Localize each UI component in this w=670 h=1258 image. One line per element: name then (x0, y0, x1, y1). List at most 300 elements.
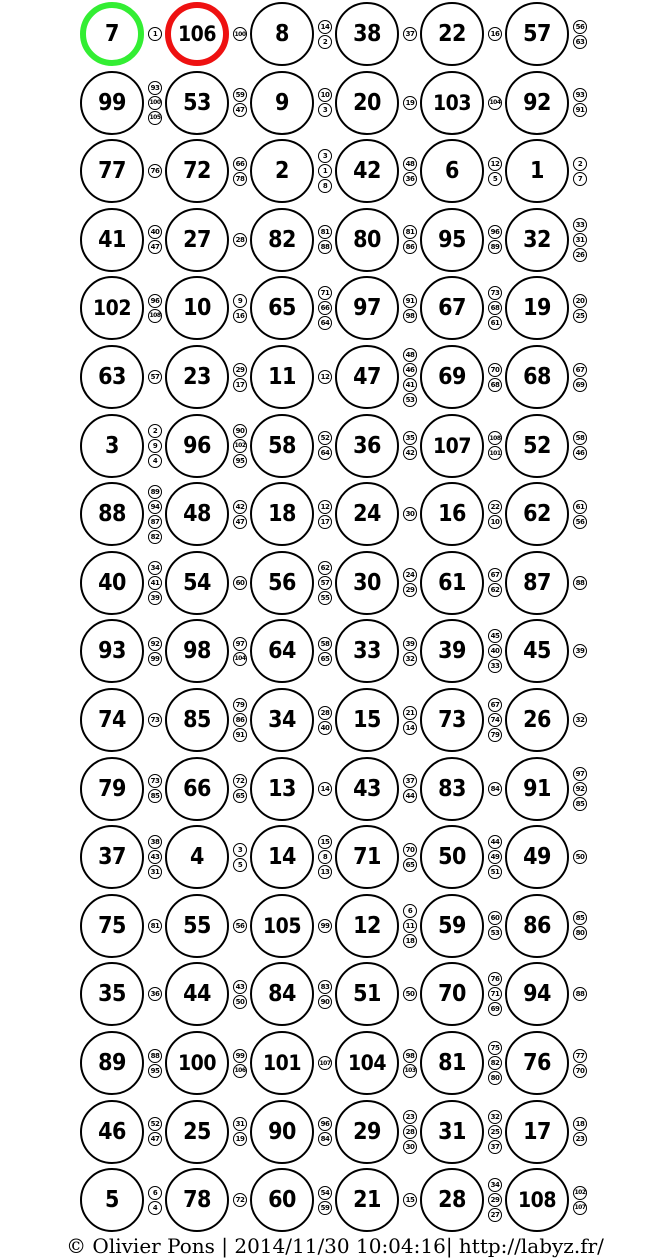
maze-cell[interactable]: 93 (80, 619, 144, 683)
jump-hint-badge: 89 (488, 240, 502, 254)
jump-hint-badge: 46 (403, 363, 417, 377)
jump-hint-badge: 29 (233, 363, 247, 377)
maze-cell[interactable]: 1 (505, 139, 569, 203)
maze-cell[interactable]: 83 (420, 757, 484, 821)
jump-hints (148, 0, 162, 68)
jump-hint-badge: 40 (148, 225, 162, 239)
maze-cell[interactable]: 86 (505, 894, 569, 958)
jump-hints (233, 412, 247, 480)
jump-hint-badge: 44 (488, 835, 502, 849)
jump-hints (318, 0, 332, 68)
maze-cell[interactable]: 18 (250, 482, 314, 546)
jump-hint-badge: 107 (573, 1201, 587, 1215)
jump-hint-badge: 26 (573, 248, 587, 262)
jump-hints (488, 0, 502, 68)
jump-hint-badge: 83 (318, 980, 332, 994)
jump-hint-badge: 93 (148, 81, 162, 95)
jump-hint-badge: 17 (233, 378, 247, 392)
jump-hint-badge: 68 (488, 378, 502, 392)
jump-hints (488, 480, 502, 548)
jump-hint-badge: 18 (573, 1117, 587, 1131)
jump-hints (233, 274, 247, 342)
maze-cell[interactable]: 79 (80, 757, 144, 821)
maze-cell[interactable]: 8 (250, 2, 314, 66)
jump-hints (403, 960, 417, 1028)
jump-hint-badge: 47 (233, 515, 247, 529)
maze-cell[interactable]: 37 (80, 825, 144, 889)
jump-hint-badge: 50 (233, 995, 247, 1009)
maze-cell[interactable]: 53 (165, 71, 229, 135)
jump-hint-badge: 21 (403, 706, 417, 720)
jump-hints (573, 480, 587, 548)
jump-hint-badge: 42 (233, 500, 247, 514)
jump-hint-badge: 2 (318, 35, 332, 49)
jump-hints (403, 412, 417, 480)
jump-hint-badge: 60 (233, 576, 247, 590)
jump-hint-badge: 25 (573, 309, 587, 323)
jump-hint-badge: 87 (148, 515, 162, 529)
jump-hint-badge: 25 (488, 1125, 502, 1139)
jump-hints (233, 1166, 247, 1234)
maze-cell[interactable]: 63 (80, 345, 144, 409)
jump-hints (403, 206, 417, 274)
jump-hint-badge: 62 (318, 561, 332, 575)
maze-cell[interactable]: 99 (80, 71, 144, 135)
jump-hint-badge: 72 (233, 774, 247, 788)
jump-hint-badge: 101 (488, 446, 502, 460)
maze-cell[interactable]: 81 (420, 1031, 484, 1095)
jump-hints (573, 1029, 587, 1097)
maze-cell[interactable]: 76 (505, 1031, 569, 1095)
maze-cell[interactable]: 24 (335, 482, 399, 546)
jump-hint-badge: 90 (318, 995, 332, 1009)
jump-hint-badge: 96 (148, 294, 162, 308)
maze-cell[interactable]: 59 (420, 894, 484, 958)
maze-cell[interactable]: 26 (505, 688, 569, 752)
maze-cell[interactable]: 61 (420, 551, 484, 615)
jump-hint-badge: 15 (403, 1193, 417, 1207)
maze-cell[interactable]: 16 (420, 482, 484, 546)
maze-cell[interactable]: 67 (420, 276, 484, 340)
jump-hints (148, 686, 162, 754)
jump-hint-badge: 41 (148, 576, 162, 590)
jump-hints (318, 69, 332, 137)
jump-hint-badge: 50 (403, 987, 417, 1001)
jump-hints (318, 960, 332, 1028)
maze-cell[interactable]: 56 (250, 551, 314, 615)
jump-hint-badge: 9 (148, 439, 162, 453)
jump-hint-badge: 35 (403, 431, 417, 445)
jump-hints (318, 206, 332, 274)
maze-cell[interactable]: 75 (80, 894, 144, 958)
maze-cell[interactable]: 48 (165, 482, 229, 546)
maze-cell[interactable]: 69 (420, 345, 484, 409)
jump-hint-badge: 91 (403, 294, 417, 308)
jump-hint-badge: 88 (573, 576, 587, 590)
maze-cell[interactable]: 96 (165, 414, 229, 478)
maze-cell[interactable]: 52 (505, 414, 569, 478)
jump-hints (318, 892, 332, 960)
jump-hint-badge: 28 (318, 706, 332, 720)
jump-hint-badge: 61 (573, 500, 587, 514)
jump-hints (573, 755, 587, 823)
maze-cell[interactable]: 3 (80, 414, 144, 478)
jump-hints (233, 617, 247, 685)
jump-hint-badge: 73 (488, 286, 502, 300)
jump-hint-badge: 84 (488, 782, 502, 796)
maze-cell[interactable]: 97 (335, 276, 399, 340)
jump-hint-badge: 98 (403, 1049, 417, 1063)
maze-cell[interactable]: 107 (420, 414, 484, 478)
maze-cell[interactable]: 108 (505, 1168, 569, 1232)
jump-hint-badge: 73 (148, 713, 162, 727)
maze-cell[interactable]: 11 (250, 345, 314, 409)
jump-hint-badge: 19 (403, 96, 417, 110)
start-cell[interactable]: 7 (80, 2, 144, 66)
maze-cell[interactable]: 13 (250, 757, 314, 821)
jump-hint-badge: 90 (233, 424, 247, 438)
jump-hint-badge: 79 (233, 698, 247, 712)
jump-hints (318, 480, 332, 548)
jump-hints (403, 549, 417, 617)
maze-cell[interactable]: 42 (335, 139, 399, 203)
jump-hints (148, 206, 162, 274)
maze-cell[interactable]: 84 (250, 962, 314, 1026)
jump-hint-badge: 41 (403, 378, 417, 392)
maze-cell[interactable]: 25 (165, 1100, 229, 1164)
jump-hint-badge: 2 (148, 424, 162, 438)
maze-cell[interactable]: 22 (420, 2, 484, 66)
maze-cell[interactable]: 100 (165, 1031, 229, 1095)
jump-hint-badge: 19 (233, 1132, 247, 1146)
jump-hint-badge: 88 (148, 1049, 162, 1063)
jump-hint-badge: 66 (318, 301, 332, 315)
maze-cell[interactable]: 44 (165, 962, 229, 1026)
jump-hint-badge: 57 (318, 576, 332, 590)
jump-hint-badge: 67 (488, 568, 502, 582)
jump-hints (318, 617, 332, 685)
jump-hints (488, 206, 502, 274)
jump-hint-badge: 16 (233, 309, 247, 323)
maze-cell[interactable]: 31 (420, 1100, 484, 1164)
jump-hint-badge: 74 (488, 713, 502, 727)
maze-cell[interactable]: 30 (335, 551, 399, 615)
maze-cell[interactable]: 64 (250, 619, 314, 683)
jump-hint-badge: 108 (148, 309, 162, 323)
jump-hint-badge: 14 (318, 782, 332, 796)
jump-hints (573, 892, 587, 960)
maze-cell[interactable]: 41 (80, 208, 144, 272)
jump-hint-badge: 104 (488, 96, 502, 110)
maze-cell[interactable]: 51 (335, 962, 399, 1026)
jump-hints (318, 274, 332, 342)
jump-hints (488, 1098, 502, 1166)
jump-hint-badge: 104 (233, 652, 247, 666)
jump-hint-badge: 75 (488, 1041, 502, 1055)
jump-hint-badge: 57 (148, 370, 162, 384)
jump-hints (318, 343, 332, 411)
jump-hint-badge: 69 (488, 1002, 502, 1016)
jump-hint-badge: 6 (403, 904, 417, 918)
jump-hints (233, 137, 247, 205)
jump-hints (233, 549, 247, 617)
jump-hint-badge: 43 (233, 980, 247, 994)
jump-hints (233, 0, 247, 68)
jump-hint-badge: 96 (318, 1117, 332, 1131)
jump-hints (573, 69, 587, 137)
maze-cell[interactable]: 74 (80, 688, 144, 752)
jump-hint-badge: 54 (318, 1186, 332, 1200)
maze-cell[interactable]: 62 (505, 482, 569, 546)
maze-cell[interactable]: 88 (80, 482, 144, 546)
jump-hint-badge: 80 (488, 1071, 502, 1085)
jump-hint-badge: 14 (403, 721, 417, 735)
maze-cell[interactable]: 9 (250, 71, 314, 135)
jump-hint-badge: 5 (488, 172, 502, 186)
jump-hint-badge: 7 (573, 172, 587, 186)
jump-hint-badge: 67 (573, 363, 587, 377)
jump-hint-badge: 34 (148, 561, 162, 575)
maze-cell[interactable]: 65 (250, 276, 314, 340)
jump-hint-badge: 24 (403, 568, 417, 582)
maze-cell[interactable]: 70 (420, 962, 484, 1026)
jump-hint-badge: 16 (488, 27, 502, 41)
maze-cell[interactable]: 12 (335, 894, 399, 958)
jump-hint-badge: 28 (233, 233, 247, 247)
jump-hints (488, 1166, 502, 1234)
maze-cell[interactable]: 34 (250, 688, 314, 752)
jump-hint-badge: 9 (233, 294, 247, 308)
maze-cell[interactable]: 90 (250, 1100, 314, 1164)
maze-cell[interactable]: 33 (335, 619, 399, 683)
jump-hint-badge: 3 (233, 843, 247, 857)
jump-hints (488, 686, 502, 754)
jump-hint-badge: 85 (148, 789, 162, 803)
maze-cell[interactable]: 104 (335, 1031, 399, 1095)
maze-cell[interactable]: 95 (420, 208, 484, 272)
jump-hints (488, 412, 502, 480)
jump-hints (573, 960, 587, 1028)
jump-hint-badge: 73 (148, 774, 162, 788)
maze-cell[interactable]: 78 (165, 1168, 229, 1232)
maze-cell[interactable]: 5 (80, 1168, 144, 1232)
jump-hint-badge: 91 (573, 103, 587, 117)
jump-hint-badge: 27 (488, 1208, 502, 1222)
maze-cell[interactable]: 98 (165, 619, 229, 683)
jump-hint-badge: 5 (233, 858, 247, 872)
jump-hint-badge: 76 (148, 164, 162, 178)
jump-hints (233, 206, 247, 274)
maze-cell[interactable]: 50 (420, 825, 484, 889)
jump-hint-badge: 37 (403, 774, 417, 788)
jump-hint-badge: 71 (318, 286, 332, 300)
jump-hint-badge: 59 (233, 88, 247, 102)
maze-cell[interactable]: 14 (250, 825, 314, 889)
maze-cell[interactable]: 46 (80, 1100, 144, 1164)
maze-cell[interactable]: 35 (80, 962, 144, 1026)
jump-hint-badge: 100 (148, 96, 162, 110)
jump-hint-badge: 32 (573, 713, 587, 727)
maze-cell[interactable]: 105 (250, 894, 314, 958)
jump-hints (233, 823, 247, 891)
jump-hints (488, 617, 502, 685)
jump-hints (148, 480, 162, 548)
goal-cell[interactable]: 106 (165, 2, 229, 66)
jump-hints (403, 343, 417, 411)
jump-hint-badge: 46 (573, 446, 587, 460)
maze-cell[interactable]: 28 (420, 1168, 484, 1232)
jump-hint-badge: 53 (403, 393, 417, 407)
jump-hint-badge: 106 (233, 1064, 247, 1078)
maze-cell[interactable]: 54 (165, 551, 229, 615)
maze-cell[interactable]: 4 (165, 825, 229, 889)
maze-cell[interactable]: 40 (80, 551, 144, 615)
jump-hints (488, 549, 502, 617)
jump-hint-badge: 77 (573, 1049, 587, 1063)
maze-cell[interactable]: 82 (250, 208, 314, 272)
maze-cell[interactable]: 49 (505, 825, 569, 889)
maze-cell[interactable]: 80 (335, 208, 399, 272)
jump-hint-badge: 14 (318, 20, 332, 34)
maze-cell[interactable]: 20 (335, 71, 399, 135)
jump-hints (573, 0, 587, 68)
maze-cell[interactable]: 73 (420, 688, 484, 752)
jump-hint-badge: 6 (148, 1186, 162, 1200)
jump-hint-badge: 33 (488, 659, 502, 673)
jump-hints (488, 343, 502, 411)
jump-hints (318, 137, 332, 205)
maze-cell[interactable]: 72 (165, 139, 229, 203)
jump-hint-badge: 86 (233, 713, 247, 727)
jump-hint-badge: 63 (573, 35, 587, 49)
jump-hint-badge: 86 (403, 240, 417, 254)
maze-cell[interactable]: 27 (165, 208, 229, 272)
jump-hint-badge: 23 (403, 1110, 417, 1124)
jump-hint-badge: 44 (403, 789, 417, 803)
jump-hints (488, 823, 502, 891)
maze-cell[interactable]: 103 (420, 71, 484, 135)
jump-hint-badge: 15 (318, 835, 332, 849)
jump-hints (573, 686, 587, 754)
maze-cell[interactable]: 77 (80, 139, 144, 203)
jump-hint-badge: 79 (488, 728, 502, 742)
maze-cell[interactable]: 29 (335, 1100, 399, 1164)
maze-cell[interactable]: 10 (165, 276, 229, 340)
jump-hints (233, 755, 247, 823)
maze-cell[interactable]: 66 (165, 757, 229, 821)
jump-hint-badge: 91 (233, 728, 247, 742)
maze-cell[interactable]: 39 (420, 619, 484, 683)
jump-hint-badge: 39 (573, 644, 587, 658)
jump-hint-badge: 59 (318, 1201, 332, 1215)
jump-hint-badge: 31 (233, 1117, 247, 1131)
maze-cell[interactable]: 57 (505, 2, 569, 66)
jump-hint-badge: 49 (488, 850, 502, 864)
maze-cell[interactable]: 36 (335, 414, 399, 478)
maze-cell[interactable]: 71 (335, 825, 399, 889)
jump-hints (148, 1098, 162, 1166)
jump-hint-badge: 13 (318, 865, 332, 879)
maze-cell[interactable]: 60 (250, 1168, 314, 1232)
jump-hints (233, 960, 247, 1028)
maze-cell[interactable]: 68 (505, 345, 569, 409)
maze-cell[interactable]: 23 (165, 345, 229, 409)
jump-hint-badge: 67 (488, 698, 502, 712)
jump-hints (148, 960, 162, 1028)
jump-hint-badge: 65 (318, 652, 332, 666)
jump-hints (148, 137, 162, 205)
jump-hint-badge: 81 (403, 225, 417, 239)
maze-cell[interactable]: 102 (80, 276, 144, 340)
maze-cell[interactable]: 38 (335, 2, 399, 66)
jump-hint-badge: 48 (403, 157, 417, 171)
jump-hint-badge: 56 (573, 515, 587, 529)
jump-hint-badge: 102 (233, 439, 247, 453)
maze-cell[interactable]: 45 (505, 619, 569, 683)
jump-hint-badge: 70 (488, 363, 502, 377)
jump-hint-badge: 96 (488, 225, 502, 239)
jump-hint-badge: 20 (573, 294, 587, 308)
jump-hints (148, 1029, 162, 1097)
jump-hints (573, 137, 587, 205)
maze-cell[interactable]: 47 (335, 345, 399, 409)
maze-cell[interactable]: 2 (250, 139, 314, 203)
maze-cell[interactable]: 87 (505, 551, 569, 615)
jump-hint-badge: 68 (488, 301, 502, 315)
jump-hint-badge: 37 (403, 27, 417, 41)
jump-hint-badge: 52 (318, 431, 332, 445)
maze-cell[interactable]: 21 (335, 1168, 399, 1232)
maze-cell[interactable]: 6 (420, 139, 484, 203)
jump-hints (573, 1098, 587, 1166)
jump-hints (403, 1166, 417, 1234)
jump-hint-badge: 39 (148, 591, 162, 605)
jump-hint-badge: 105 (148, 111, 162, 125)
jump-hint-badge: 33 (573, 218, 587, 232)
maze-cell[interactable]: 89 (80, 1031, 144, 1095)
jump-hint-badge: 89 (148, 485, 162, 499)
maze-cell[interactable]: 43 (335, 757, 399, 821)
jump-hints (318, 549, 332, 617)
maze-cell[interactable]: 92 (505, 71, 569, 135)
jump-hints (403, 617, 417, 685)
jump-hint-badge: 38 (148, 835, 162, 849)
maze-cell[interactable]: 32 (505, 208, 569, 272)
jump-hint-badge: 60 (488, 911, 502, 925)
jump-hint-badge: 4 (148, 454, 162, 468)
jump-hint-badge: 23 (573, 1132, 587, 1146)
maze-cell[interactable]: 55 (165, 894, 229, 958)
maze-cell[interactable]: 94 (505, 962, 569, 1026)
maze-cell[interactable]: 85 (165, 688, 229, 752)
maze-cell[interactable]: 91 (505, 757, 569, 821)
jump-hint-badge: 82 (148, 530, 162, 544)
maze-cell[interactable]: 101 (250, 1031, 314, 1095)
jump-hint-badge: 3 (318, 149, 332, 163)
jump-hint-badge: 95 (233, 454, 247, 468)
jump-hint-badge: 71 (488, 987, 502, 1001)
jump-hint-badge: 56 (233, 919, 247, 933)
jump-hints (573, 549, 587, 617)
jump-hint-badge: 40 (488, 644, 502, 658)
maze-cell[interactable]: 58 (250, 414, 314, 478)
maze-cell[interactable]: 15 (335, 688, 399, 752)
jump-hint-badge: 70 (403, 843, 417, 857)
maze-cell[interactable]: 17 (505, 1100, 569, 1164)
maze-cell[interactable]: 19 (505, 276, 569, 340)
jump-hint-badge: 30 (403, 507, 417, 521)
jump-hint-badge: 55 (318, 591, 332, 605)
